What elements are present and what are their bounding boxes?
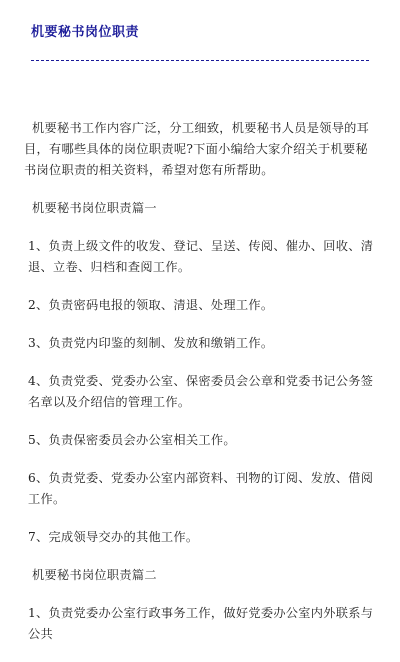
duty-item-5: 5、负责保密委员会办公室相关工作。 xyxy=(28,433,236,447)
title-divider xyxy=(31,60,369,61)
duty-item-4: 4、负责党委、党委办公室、保密委员会公章和党委书记公务签名章以及介绍信的管理工作。 xyxy=(28,374,374,409)
document-body xyxy=(24,118,380,662)
duty-item-7: 7、完成领导交办的其他工作。 xyxy=(28,530,199,544)
section-heading-2: 机要秘书岗位职责篇二 xyxy=(32,568,157,582)
document-title: 机要秘书岗位职责 xyxy=(31,25,140,40)
intro-paragraph: 机要秘书工作内容广泛，分工细致，机要秘书人员是领导的耳目，有哪些具体的岗位职责呢?下面小编给大家介绍关于机要秘书岗位职责的相关资料，希望对您有所帮助。 xyxy=(24,121,370,177)
section-heading-1: 机要秘书岗位职责篇一 xyxy=(32,201,157,215)
duty-item-3: 3、负责党内印鉴的刻制、发放和缴销工作。 xyxy=(28,336,274,350)
duty-item-2: 2、负责密码电报的领取、清退、处理工作。 xyxy=(28,298,274,312)
duty-item-2-1: 1、负责党委办公室行政事务工作，做好党委办公室内外联系与公共 xyxy=(28,606,374,641)
duty-item-6: 6、负责党委、党委办公室内部资料、刊物的订阅、发放、借阅工作。 xyxy=(28,471,374,506)
duty-item-1: 1、负责上级文件的收发、登记、呈送、传阅、催办、回收、清退、立卷、归档和查阅工作。 xyxy=(28,239,374,274)
